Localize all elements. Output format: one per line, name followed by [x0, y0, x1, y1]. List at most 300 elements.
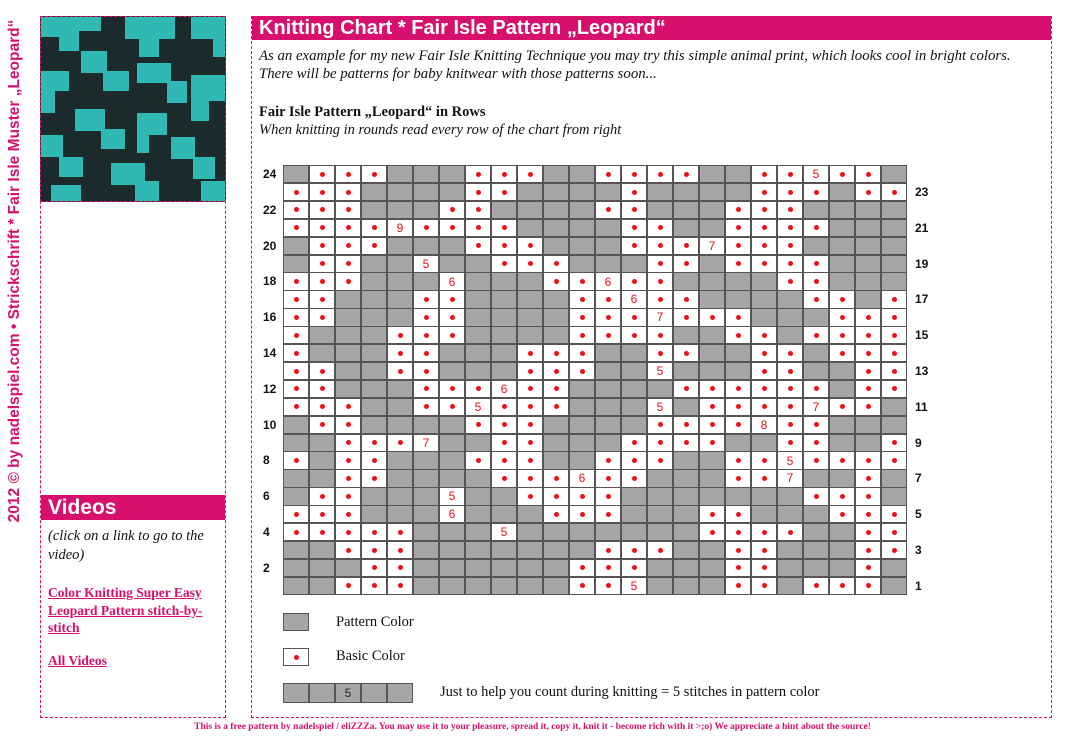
chart-cell	[855, 237, 881, 255]
chart-cell	[491, 308, 517, 326]
chart-cell	[621, 237, 647, 255]
chart-cell	[517, 505, 543, 523]
chart-cell	[335, 201, 361, 219]
basic-color-dot	[424, 386, 429, 391]
chart-cell	[595, 398, 621, 416]
basic-color-dot	[554, 494, 559, 499]
chart-cell	[803, 505, 829, 523]
chart-cell	[829, 541, 855, 559]
stitch-count-number: 8	[760, 417, 768, 432]
chart-cell	[855, 201, 881, 219]
chart-cell	[413, 416, 439, 434]
chart-cell	[621, 308, 647, 326]
basic-color-dot	[788, 530, 793, 535]
legend-count-strip	[283, 683, 413, 703]
chart-cell	[725, 505, 751, 523]
basic-color-dot	[788, 261, 793, 266]
basic-color-dot	[580, 333, 585, 338]
chart-cell	[621, 416, 647, 434]
chart-cell	[283, 344, 309, 362]
chart-cell	[439, 505, 465, 523]
basic-color-dot	[632, 458, 637, 463]
chart-cell	[387, 523, 413, 541]
basic-color-dot	[736, 512, 741, 517]
chart-cell	[829, 398, 855, 416]
row-number-label: 24	[263, 167, 277, 181]
chart-cell	[309, 326, 335, 344]
stitch-count-number: 6	[448, 274, 456, 289]
chart-cell	[387, 326, 413, 344]
chart-cell	[621, 201, 647, 219]
chart-cell	[699, 255, 725, 273]
basic-color-dot	[658, 351, 663, 356]
chart-cell	[673, 541, 699, 559]
chart-cell	[725, 416, 751, 434]
basic-color-dot	[424, 333, 429, 338]
chart-cell	[491, 362, 517, 380]
chart-cell	[803, 398, 829, 416]
chart-cell	[309, 451, 335, 469]
basic-color-dot	[658, 279, 663, 284]
chart-cell	[413, 469, 439, 487]
chart-cell	[855, 290, 881, 308]
basic-color-dot	[606, 458, 611, 463]
basic-color-dot	[632, 315, 637, 320]
chart-cell	[777, 577, 803, 595]
chart-cell	[751, 380, 777, 398]
chart-cell	[881, 559, 907, 577]
chart-cell	[855, 523, 881, 541]
row-number-label: 21	[915, 220, 929, 235]
chart-cell	[725, 344, 751, 362]
chart-cell	[595, 451, 621, 469]
chart-cell	[881, 344, 907, 362]
chart-cell	[699, 577, 725, 595]
basic-color-dot	[346, 422, 351, 427]
chart-cell	[543, 344, 569, 362]
basic-color-dot	[398, 351, 403, 356]
basic-color-dot	[866, 386, 871, 391]
row-number-label: 19	[915, 256, 929, 271]
chart-cell	[855, 577, 881, 595]
basic-color-dot	[736, 422, 741, 427]
chart-cell	[777, 487, 803, 505]
basic-color-dot	[788, 190, 793, 195]
basic-color-dot	[294, 190, 299, 195]
row-number-label: 1	[915, 578, 922, 593]
chart-cell	[751, 541, 777, 559]
stitch-count-number: 6	[630, 292, 638, 307]
chart-cell	[569, 326, 595, 344]
chart-cell	[439, 219, 465, 237]
basic-color-dot	[554, 279, 559, 284]
basic-color-dot	[554, 512, 559, 517]
basic-color-dot	[632, 225, 637, 230]
basic-color-dot	[554, 261, 559, 266]
chart-cell	[621, 559, 647, 577]
chart-cell	[387, 237, 413, 255]
basic-color-dot	[684, 440, 689, 445]
stitch-count-number: 6	[604, 274, 612, 289]
chart-cell	[699, 416, 725, 434]
video-link-all[interactable]: All Videos	[48, 653, 107, 668]
chart-cell	[621, 165, 647, 183]
chart-cell	[465, 326, 491, 344]
chart-cell	[777, 344, 803, 362]
basic-color-dot	[502, 261, 507, 266]
chart-cell	[309, 559, 335, 577]
chart-cell	[413, 541, 439, 559]
chart-cell	[595, 505, 621, 523]
chart-cell	[829, 434, 855, 452]
basic-color-dot	[502, 225, 507, 230]
chart-cell	[465, 272, 491, 290]
chart-cell	[803, 255, 829, 273]
chart-cell	[491, 183, 517, 201]
chart-cell	[283, 362, 309, 380]
row-number-label: 16	[263, 310, 277, 325]
chart-cell	[699, 326, 725, 344]
chart-cell	[413, 577, 439, 595]
chart-cell	[673, 559, 699, 577]
chart-cell	[387, 219, 413, 237]
basic-color-dot	[658, 440, 663, 445]
chart-cell	[829, 201, 855, 219]
video-link-leopard[interactable]: Color Knitting Super Easy Leopard Pattern stitch-by-stitch	[48, 585, 203, 635]
basic-color-dot	[814, 333, 819, 338]
chart-cell	[283, 201, 309, 219]
basic-color-dot	[736, 404, 741, 409]
basic-color-dot	[346, 512, 351, 517]
legend-dot	[294, 655, 299, 660]
chart-cell	[803, 219, 829, 237]
stitch-count-number: 5	[474, 399, 482, 414]
chart-cell	[283, 451, 309, 469]
basic-color-dot	[346, 530, 351, 535]
chart-cell	[777, 183, 803, 201]
row-number-label: 13	[915, 363, 929, 378]
chart-cell	[881, 308, 907, 326]
chart-cell	[699, 272, 725, 290]
chart-cell	[283, 559, 309, 577]
chart-cell	[283, 487, 309, 505]
chart-cell	[465, 237, 491, 255]
chart-cell	[491, 344, 517, 362]
basic-color-dot	[632, 243, 637, 248]
basic-color-dot	[866, 530, 871, 535]
chart-cell	[725, 434, 751, 452]
chart-cell	[309, 380, 335, 398]
basic-color-dot	[294, 512, 299, 517]
chart-cell	[387, 362, 413, 380]
chart-cell	[647, 523, 673, 541]
chart-cell	[335, 237, 361, 255]
chart-cell	[517, 326, 543, 344]
basic-color-dot	[528, 476, 533, 481]
chart-cell	[673, 434, 699, 452]
basic-color-dot	[684, 422, 689, 427]
chart-cell	[725, 326, 751, 344]
basic-color-dot	[892, 351, 897, 356]
chart-cell	[439, 183, 465, 201]
stitch-count-number: 9	[396, 220, 404, 235]
basic-color-dot	[710, 386, 715, 391]
chart-cell	[361, 290, 387, 308]
chart-cell	[543, 577, 569, 595]
basic-color-dot	[840, 512, 845, 517]
chart-cell	[569, 290, 595, 308]
basic-color-dot	[606, 476, 611, 481]
basic-color-dot	[762, 458, 767, 463]
chart-cell	[751, 183, 777, 201]
basic-color-dot	[528, 261, 533, 266]
chart-cell	[673, 308, 699, 326]
chart-cell	[777, 165, 803, 183]
chart-cell	[491, 577, 517, 595]
chart-cell	[673, 469, 699, 487]
chart-cell	[413, 290, 439, 308]
chart-cell	[881, 541, 907, 559]
chart-cell	[829, 469, 855, 487]
chart-cell	[491, 469, 517, 487]
chart-cell	[595, 344, 621, 362]
basic-color-dot	[684, 297, 689, 302]
chart-cell	[881, 523, 907, 541]
chart-cell	[803, 183, 829, 201]
chart-cell	[699, 469, 725, 487]
basic-color-dot	[762, 386, 767, 391]
chart-cell	[699, 523, 725, 541]
chart-cell	[569, 541, 595, 559]
row-number-label: 10	[263, 417, 277, 432]
chart-cell	[413, 362, 439, 380]
chart-cell	[647, 505, 673, 523]
row-number-label: 3	[915, 542, 922, 557]
basic-color-dot	[294, 458, 299, 463]
chart-cell	[361, 219, 387, 237]
chart-cell	[517, 308, 543, 326]
chart-cell	[751, 255, 777, 273]
chart-cell	[803, 577, 829, 595]
chart-cell	[855, 344, 881, 362]
chart-cell	[491, 559, 517, 577]
basic-color-dot	[294, 386, 299, 391]
basic-color-dot	[762, 476, 767, 481]
basic-color-dot	[788, 369, 793, 374]
basic-color-dot	[684, 315, 689, 320]
chart-cell	[881, 165, 907, 183]
chart-cell	[855, 380, 881, 398]
chart-cell	[777, 255, 803, 273]
chart-cell	[725, 183, 751, 201]
basic-color-dot	[632, 279, 637, 284]
chart-cell	[829, 505, 855, 523]
basic-color-dot	[346, 458, 351, 463]
chart-cell	[543, 308, 569, 326]
basic-color-dot	[476, 243, 481, 248]
legend-count-label: Just to help you count during knitting = 5 stitches in pattern color	[440, 684, 820, 700]
chart-cell	[647, 487, 673, 505]
chart-cell	[335, 487, 361, 505]
chart-cell	[413, 272, 439, 290]
chart-cell	[309, 362, 335, 380]
chart-cell	[335, 469, 361, 487]
basic-color-dot	[788, 440, 793, 445]
basic-color-dot	[866, 583, 871, 588]
basic-color-dot	[450, 386, 455, 391]
basic-color-dot	[736, 386, 741, 391]
chart-cell	[283, 272, 309, 290]
stitch-count-number: 5	[812, 167, 820, 182]
stitch-count-number: 5	[656, 364, 664, 379]
chart-cell	[413, 344, 439, 362]
stitch-count-number: 7	[422, 435, 430, 450]
chart-cell	[803, 308, 829, 326]
chart-cell	[491, 523, 517, 541]
chart-cell	[569, 505, 595, 523]
basic-color-dot	[528, 422, 533, 427]
chart-cell	[491, 398, 517, 416]
basic-color-dot	[762, 261, 767, 266]
chart-cell	[881, 272, 907, 290]
chart-cell	[829, 523, 855, 541]
legend-basic-label: Basic Color	[336, 648, 405, 664]
chart-cell	[621, 451, 647, 469]
basic-color-dot	[502, 422, 507, 427]
chart-cell	[465, 559, 491, 577]
chart-cell	[309, 290, 335, 308]
chart-cell	[517, 272, 543, 290]
basic-color-dot	[840, 583, 845, 588]
chart-cell	[439, 523, 465, 541]
chart-cell	[335, 451, 361, 469]
basic-color-dot	[866, 565, 871, 570]
chart-cell	[699, 505, 725, 523]
chart-cell	[725, 272, 751, 290]
basic-color-dot	[450, 225, 455, 230]
chart-cell	[491, 416, 517, 434]
chart-cell	[517, 416, 543, 434]
chart-cell	[595, 290, 621, 308]
chart-cell	[335, 165, 361, 183]
basic-color-dot	[814, 190, 819, 195]
basic-color-dot	[554, 404, 559, 409]
chart-cell	[387, 165, 413, 183]
chart-cell	[595, 201, 621, 219]
basic-color-dot	[762, 548, 767, 553]
basic-color-dot	[450, 207, 455, 212]
chart-cell	[751, 416, 777, 434]
chart-cell	[829, 165, 855, 183]
stitch-count-number: 5	[422, 256, 430, 271]
chart-cell	[621, 380, 647, 398]
chart-cell	[491, 451, 517, 469]
basic-color-dot	[814, 279, 819, 284]
row-number-label: 17	[915, 292, 929, 307]
basic-color-dot	[450, 297, 455, 302]
chart-cell	[803, 541, 829, 559]
chart-cell	[829, 451, 855, 469]
chart-cell	[621, 577, 647, 595]
chart-cell	[387, 577, 413, 595]
basic-color-dot	[502, 190, 507, 195]
chart-cell	[361, 469, 387, 487]
chart-cell	[517, 362, 543, 380]
chart-cell	[439, 469, 465, 487]
basic-color-dot	[320, 386, 325, 391]
chart-cell	[673, 201, 699, 219]
chart-cell	[283, 237, 309, 255]
chart-cell	[829, 416, 855, 434]
basic-color-dot	[398, 333, 403, 338]
basic-color-dot	[320, 225, 325, 230]
basic-color-dot	[736, 207, 741, 212]
chart-cell	[335, 434, 361, 452]
chart-cell	[751, 326, 777, 344]
basic-color-dot	[320, 404, 325, 409]
chart-cell	[803, 272, 829, 290]
chart-cell	[517, 398, 543, 416]
basic-color-dot	[502, 404, 507, 409]
chart-cell	[621, 183, 647, 201]
chart-cell	[543, 434, 569, 452]
chart-cell	[517, 380, 543, 398]
chart-cell	[413, 398, 439, 416]
chart-cell	[829, 344, 855, 362]
chart-cell	[699, 290, 725, 308]
basic-color-dot	[450, 404, 455, 409]
basic-color-dot	[346, 548, 351, 553]
chart-cell	[803, 416, 829, 434]
basic-color-dot	[710, 440, 715, 445]
chart-cell	[283, 398, 309, 416]
basic-color-dot	[424, 225, 429, 230]
stitch-count-number: 5	[448, 489, 456, 504]
chart-cell	[621, 434, 647, 452]
chart-cell	[439, 308, 465, 326]
chart-cell	[595, 165, 621, 183]
chart-cell	[413, 255, 439, 273]
chart-cell	[283, 469, 309, 487]
chart-cell	[647, 362, 673, 380]
chart-cell	[673, 183, 699, 201]
chart-cell	[647, 308, 673, 326]
chart-cell	[387, 398, 413, 416]
basic-color-dot	[294, 333, 299, 338]
basic-color-dot	[294, 225, 299, 230]
chart-cell	[855, 219, 881, 237]
chart-cell	[309, 272, 335, 290]
chart-cell	[647, 255, 673, 273]
chart-cell	[569, 201, 595, 219]
basic-color-dot	[294, 351, 299, 356]
basic-color-dot	[762, 583, 767, 588]
chart-cell	[283, 577, 309, 595]
chart-cell	[465, 451, 491, 469]
basic-color-dot	[502, 476, 507, 481]
basic-color-dot	[788, 225, 793, 230]
chart-cell	[751, 344, 777, 362]
chart-cell	[413, 523, 439, 541]
chart-cell	[283, 255, 309, 273]
chart-cell	[569, 272, 595, 290]
basic-color-dot	[606, 565, 611, 570]
basic-color-dot	[866, 494, 871, 499]
basic-color-dot	[502, 243, 507, 248]
chart-cell	[803, 487, 829, 505]
basic-color-dot	[294, 315, 299, 320]
chart-cell	[647, 219, 673, 237]
